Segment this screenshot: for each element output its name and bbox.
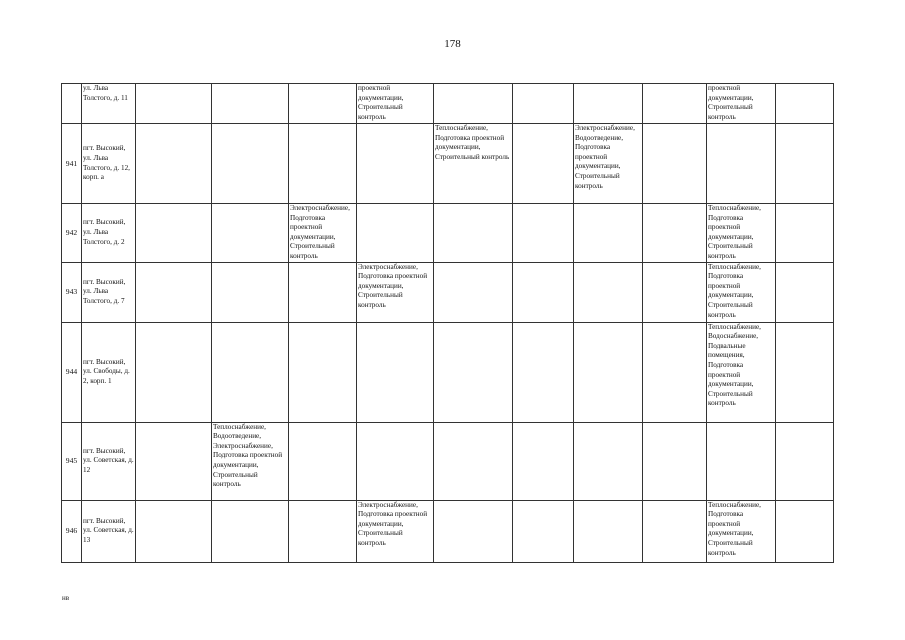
work-type-cell [574, 84, 643, 124]
work-type-cell [136, 262, 212, 322]
work-type-cell [136, 204, 212, 263]
work-type-cell [513, 322, 574, 422]
footer-mark: нв [62, 594, 70, 602]
work-type-cell [643, 422, 707, 500]
table-row [62, 322, 834, 422]
work-type-cell [643, 204, 707, 263]
work-type-cell [136, 84, 212, 124]
work-type-cell [434, 84, 513, 124]
work-type-cell [136, 422, 212, 500]
work-type-cell [707, 124, 776, 204]
work-type-cell [513, 84, 574, 124]
work-type-cell [574, 262, 643, 322]
row-number: 943 [62, 262, 82, 322]
work-type-cell [357, 204, 434, 263]
address-cell: пгт. Высокий, ул. Советская, д. 12 [82, 422, 136, 500]
work-type-cell [776, 262, 834, 322]
work-type-cell [513, 422, 574, 500]
work-type-cell [434, 500, 513, 562]
table-row [62, 500, 834, 562]
work-type-cell [212, 500, 289, 562]
work-type-cell [643, 124, 707, 204]
table-row [62, 204, 834, 263]
work-type-cell [776, 124, 834, 204]
work-type-cell [289, 500, 357, 562]
work-type-cell [776, 500, 834, 562]
work-type-cell [357, 422, 434, 500]
work-type-cell [574, 204, 643, 263]
work-type-cell [289, 124, 357, 204]
work-type-cell: Теплоснабжение, Подготовка проектной документации, Строительный контроль [707, 262, 776, 322]
work-type-cell [513, 500, 574, 562]
work-type-cell [357, 322, 434, 422]
work-type-cell: Теплоснабжение, Подготовка проектной документации, Строительный контроль [434, 124, 513, 204]
work-type-cell [574, 500, 643, 562]
work-type-cell [212, 84, 289, 124]
work-type-cell [212, 262, 289, 322]
row-number: 941 [62, 124, 82, 204]
work-type-cell: Теплоснабжение, Подготовка проектной документации, Строительный контроль [707, 204, 776, 263]
table-row [62, 262, 834, 322]
work-type-cell [513, 124, 574, 204]
work-type-cell: Теплоснабжение, Водоснабжение, Подвальные помещения, Подготовка проектной документации, Строительный контроль [707, 322, 776, 422]
work-type-cell [434, 322, 513, 422]
work-type-cell [513, 262, 574, 322]
work-type-cell [643, 262, 707, 322]
work-type-cell [707, 422, 776, 500]
work-type-cell: Электроснабжение, Подготовка проектной документации, Строительный контроль [357, 262, 434, 322]
work-type-cell [776, 422, 834, 500]
work-type-cell [776, 84, 834, 124]
row-number: 944 [62, 322, 82, 422]
work-type-cell [776, 322, 834, 422]
work-type-cell [212, 322, 289, 422]
work-type-cell [136, 500, 212, 562]
row-number: 946 [62, 500, 82, 562]
work-type-cell: Теплоснабжение, Водоотведение, Электроснабжение, Подготовка проектной документации, Строительный контроль [212, 422, 289, 500]
table-row [62, 422, 834, 500]
work-type-cell: Электроснабжение, Водоотведение, Подготовка проектной документации, Строительный контроль [574, 124, 643, 204]
address-cell: ул. Льва Толстого, д. 11 [82, 84, 136, 124]
work-type-cell [574, 322, 643, 422]
address-cell: пгт. Высокий, ул. Свободы, д. 2, корп. 1 [82, 322, 136, 422]
row-number: 942 [62, 204, 82, 263]
table-row [62, 124, 834, 204]
work-type-cell: Теплоснабжение, Подготовка проектной документации, Строительный контроль [707, 500, 776, 562]
work-type-cell [434, 262, 513, 322]
table-row [62, 84, 834, 124]
work-type-cell [212, 124, 289, 204]
work-type-cell [357, 124, 434, 204]
address-cell: пгт. Высокий, ул. Льва Толстого, д. 2 [82, 204, 136, 263]
work-type-cell: Электроснабжение, Подготовка проектной документации, Строительный контроль [289, 204, 357, 263]
work-type-cell [136, 322, 212, 422]
work-type-cell [289, 262, 357, 322]
page-number: 178 [444, 38, 461, 50]
work-type-cell [212, 204, 289, 263]
work-type-cell [136, 124, 212, 204]
work-type-cell: проектной документации, Строительный контроль [707, 84, 776, 124]
row-number: 945 [62, 422, 82, 500]
work-type-cell: Электроснабжение, Подготовка проектной документации, Строительный контроль [357, 500, 434, 562]
work-type-cell [289, 84, 357, 124]
work-type-cell [643, 84, 707, 124]
work-type-cell [289, 422, 357, 500]
repair-schedule-table [61, 83, 834, 563]
work-type-cell: проектной документации, Строительный контроль [357, 84, 434, 124]
address-cell: пгт. Высокий, ул. Льва Толстого, д. 7 [82, 262, 136, 322]
work-type-cell [643, 322, 707, 422]
work-type-cell [289, 322, 357, 422]
work-type-cell [643, 500, 707, 562]
row-number [62, 84, 82, 124]
work-type-cell [513, 204, 574, 263]
address-cell: пгт. Высокий, ул. Советская, д. 13 [82, 500, 136, 562]
work-type-cell [434, 422, 513, 500]
work-type-cell [434, 204, 513, 263]
address-cell: пгт. Высокий, ул. Льва Толстого, д. 12, корп. а [82, 124, 136, 204]
work-type-cell [776, 204, 834, 263]
work-type-cell [574, 422, 643, 500]
